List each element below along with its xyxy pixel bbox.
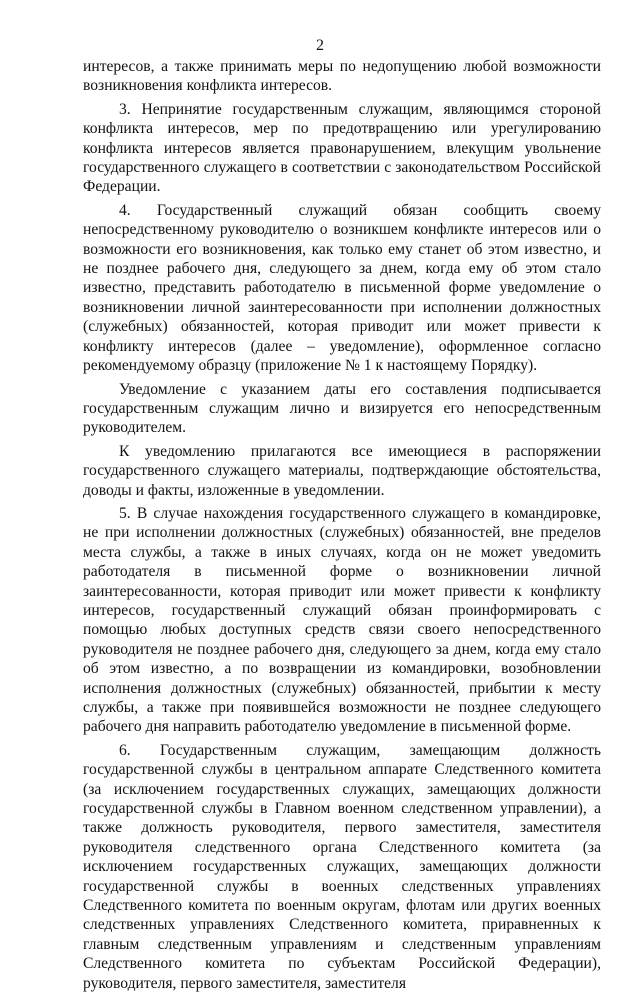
document-body: [83, 57, 601, 997]
paragraph-item-5: 5. В случае нахождения государственного служащего в командировке, не при исполнении должностных (служебных) обязанностей, вне пределов места службы, а также в иных случаях, когда он не может уведомить работодателя в письменной форме о возникновении личной заинтересованности, которая приводит или может привести к конфликту интересов, государственный служащий обязан проинформировать с помощью любых доступных средств связи своего непосредственного руководителя не позднее рабочего дня, следующего за днем, когда ему стало об этом известно, а по возвращении из командировки, возобновлении исполнения должностных (служебных) обязанностей, прибытии к месту службы, а также при появившейся возможности не позднее следующего рабочего дня направить работодателю уведомление в письменной форме.: [83, 504, 601, 736]
paragraph-notice-attachments: К уведомлению прилагаются все имеющиеся в распоряжении государственного служащего материалы, подтверждающие обстоятельства, доводы и факты, изложенные в уведомлении.: [83, 442, 601, 499]
page-number: 2: [316, 37, 324, 54]
paragraph-notice-signing: Уведомление с указанием даты его составления подписывается государственным служащим лично и визируется его непосредственным руководителем.: [83, 380, 601, 437]
paragraph-item-4: 4. Государственный служащий обязан сообщить своему непосредственному руководителю о возникшем конфликте интересов или о возможности его возникновения, как только ему станет об этом известно, и не позднее рабочего дня, следующего за днем, когда ему об этом стало известно, представить работодателю в письменной форме уведомление о возникновении личной заинтересованности при исполнении должностных (служебных) обязанностей, которая приводит или может привести к конфликту интересов (далее – уведомление), оформленное согласно рекомендуемому образцу (приложение № 1 к настоящему Порядку).: [83, 201, 601, 375]
paragraph-item-3: 3. Непринятие государственным служащим, являющимся стороной конфликта интересов, мер по предотвращению или урегулированию конфликта интересов является правонарушением, влекущим увольнение государственного служащего в соответствии с законодательством Российской Федерации.: [83, 100, 601, 196]
paragraph-continuation: интересов, а также принимать меры по недопущению любой возможности возникновения конфликта интересов.: [83, 58, 601, 95]
paragraph-item-6: 6. Государственным служащим, замещающим должность государственной службы в центральном аппарате Следственного комитета (за исключением государственных служащих, замещающих должности государственной службы в Главном военном следственном управлении), а также должность руководителя, первого заместителя, заместителя руководителя следственного органа Следственного комитета (за исключением государственных служащих, замещающих должности государственной службы в военных следственных управлениях Следственного комитета по военным округам, флотам или других военных следственных управлениях Следственного комитета, приравненных к главным следственным управлениям и следственным управлениям Следственного комитета по субъектам Российской Федерации), руководителя, первого заместителя, заместителя: [83, 741, 601, 992]
